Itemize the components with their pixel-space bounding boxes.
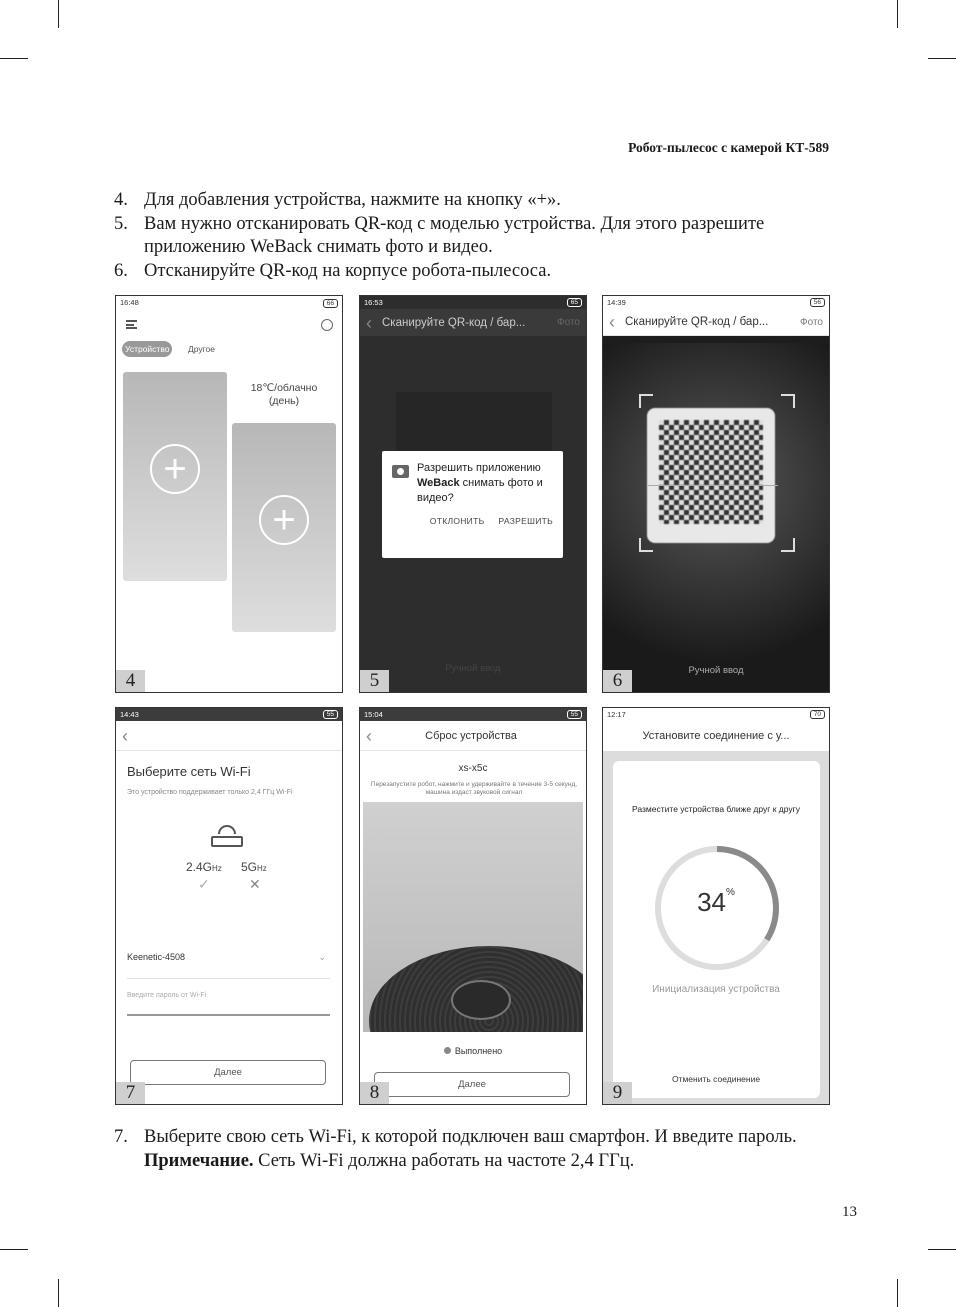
- toolbar: [116, 721, 342, 751]
- proximity-hint: Разместите устройства ближе друг к другу: [632, 804, 800, 814]
- scan-corner: [781, 394, 795, 408]
- note: [114, 1149, 834, 1173]
- status-time: 15:04: [364, 710, 383, 719]
- step-text: Для добавления устройства, нажмите на кнопку «+».: [144, 190, 561, 210]
- status-bar: [603, 708, 829, 721]
- screenshot-number: 6: [603, 670, 632, 692]
- crop-mark: [928, 58, 956, 59]
- chevron-down-icon: ⌄: [318, 952, 326, 962]
- status-bar: [116, 708, 342, 721]
- manual-input-link[interactable]: Ручной ввод: [688, 665, 744, 676]
- battery-level: 65: [567, 298, 582, 307]
- weather-text: 18℃/облачно (день): [250, 382, 318, 407]
- robot-button: [451, 980, 511, 1020]
- screenshot-4: [115, 295, 343, 693]
- battery-level: 55: [323, 710, 338, 719]
- router-icon: [211, 825, 243, 847]
- network-select[interactable]: [127, 952, 330, 979]
- step-number: 5.: [114, 213, 128, 234]
- crop-mark: [897, 1279, 898, 1307]
- bottom-step: [114, 1125, 834, 1173]
- add-device-icon[interactable]: +: [259, 495, 309, 545]
- screenshot-number: 5: [360, 670, 389, 692]
- cancel-link[interactable]: Отменить соединение: [671, 1074, 761, 1084]
- tab-other[interactable]: Другое: [188, 344, 216, 354]
- status-time: 14:43: [120, 710, 139, 719]
- step-text: Выберите свою сеть Wi-Fi, к которой подключен ваш смартфон. И введите пароль.: [144, 1127, 797, 1147]
- status-bar: [603, 296, 829, 309]
- screenshot-number: 7: [116, 1082, 145, 1104]
- step-item: [114, 260, 834, 284]
- battery-level: 55: [567, 710, 582, 719]
- status-time: 16:53: [364, 298, 383, 307]
- crop-mark: [897, 0, 898, 28]
- scan-line: [648, 485, 778, 486]
- back-icon[interactable]: ‹: [366, 312, 372, 333]
- screenshot-number: 8: [360, 1082, 389, 1104]
- toolbar: [360, 721, 586, 751]
- network-name: Keenetic-4508: [127, 952, 186, 962]
- battery-level: 70: [810, 710, 825, 719]
- step-number: 7.: [114, 1127, 128, 1147]
- next-button[interactable]: Далее: [374, 1072, 570, 1097]
- screenshot-5: [359, 295, 587, 693]
- status-bar: [116, 296, 342, 309]
- radio-dot-icon: [444, 1047, 451, 1054]
- status-text: Инициализация устройства: [652, 984, 780, 995]
- password-input[interactable]: Введите пароль от Wi-Fi: [127, 992, 330, 1016]
- step-number: 6.: [114, 260, 128, 281]
- qr-code: [647, 408, 775, 543]
- crop-mark: [928, 1249, 956, 1250]
- steps-list: [114, 189, 834, 283]
- status-time: 12:17: [607, 710, 626, 719]
- crop-mark: [0, 58, 28, 59]
- screen-title: Сканируйте QR-код / бар...: [382, 316, 526, 329]
- note-text: Сеть Wi-Fi должна работать на частоте 2,4 ГГц.: [253, 1151, 635, 1171]
- crop-mark: [58, 0, 59, 28]
- next-button[interactable]: Далее: [130, 1060, 326, 1085]
- screenshot-6: [602, 295, 830, 693]
- screenshot-7: [115, 707, 343, 1105]
- status-time: 16:48: [120, 298, 139, 307]
- back-icon[interactable]: ‹: [122, 725, 128, 746]
- permission-dialog: [382, 451, 563, 558]
- check-icon: ✓: [198, 876, 210, 892]
- cross-icon: ✕: [249, 876, 261, 892]
- dialog-message: Разрешить приложению WeBack снимать фото и видео?: [417, 462, 543, 504]
- note-label: Примечание.: [144, 1151, 254, 1171]
- scan-corner: [781, 538, 795, 552]
- step-item: [114, 1125, 834, 1149]
- done-indicator: Выполнено: [360, 1046, 586, 1056]
- status-bar: [360, 296, 586, 309]
- photo-button[interactable]: Фото: [557, 317, 580, 328]
- step-item: [114, 213, 834, 260]
- deny-button[interactable]: ОТКЛОНИТЬ: [429, 516, 485, 526]
- screenshot-8: [359, 707, 587, 1105]
- screen-title: Сканируйте QR-код / бар...: [625, 316, 769, 328]
- tab-device[interactable]: Устройство: [122, 341, 172, 357]
- screen-title: Установите соединение с у...: [603, 721, 829, 751]
- camera-icon: [392, 465, 409, 478]
- battery-level: 66: [323, 299, 338, 308]
- battery-level: 56: [810, 298, 825, 307]
- screen-title: Сброс устройства: [425, 729, 517, 742]
- back-icon[interactable]: ‹: [366, 725, 372, 746]
- reset-instruction: Перезапустите робот, нажмите и удерживайте в течение 3-5 секунд, машина издаст звуковой сигнал: [370, 781, 578, 796]
- screenshot-9: [602, 707, 830, 1105]
- step-item: [114, 189, 834, 213]
- message-icon[interactable]: [321, 319, 333, 331]
- running-header: Робот-пылесос с камерой КТ-589: [628, 140, 829, 155]
- step-text: Вам нужно отсканировать QR-код с моделью устройства. Для этого разрешите приложению WeBack снимать фото и видео.: [144, 213, 765, 257]
- screenshot-number: 4: [116, 670, 145, 692]
- add-device-icon[interactable]: +: [150, 444, 200, 494]
- step-number: 4.: [114, 190, 128, 210]
- back-icon[interactable]: ‹: [609, 312, 615, 332]
- band-2-4: 2.4GHz: [186, 860, 222, 874]
- manual-input-link[interactable]: Ручной ввод: [445, 663, 501, 674]
- progress-percent: 34%: [697, 887, 735, 917]
- wifi-heading: Выберите сеть Wi-Fi: [127, 764, 251, 779]
- wifi-subtitle: Это устройство поддерживает только 2,4 ГГц Wi-Fi: [127, 789, 293, 796]
- scan-corner: [639, 394, 653, 408]
- page-number: 13: [842, 1204, 857, 1220]
- allow-button[interactable]: РАЗРЕШИТЬ: [498, 516, 553, 526]
- device-model: xs-x5c: [458, 763, 488, 774]
- step-text: Отсканируйте QR-код на корпусе робота-пылесоса.: [144, 260, 552, 281]
- menu-icon[interactable]: [126, 320, 137, 329]
- status-icons: [323, 298, 338, 307]
- status-bar: [360, 708, 586, 721]
- photo-button[interactable]: Фото: [800, 316, 823, 328]
- screenshot-number: 9: [603, 1082, 632, 1104]
- crop-mark: [0, 1249, 28, 1250]
- scan-corner: [639, 538, 653, 552]
- band-5: 5GHz: [241, 860, 267, 874]
- status-time: 14:39: [607, 298, 626, 307]
- toolbar: [603, 309, 829, 336]
- crop-mark: [58, 1279, 59, 1307]
- robot-photo: [363, 802, 583, 1032]
- toolbar: [360, 309, 586, 336]
